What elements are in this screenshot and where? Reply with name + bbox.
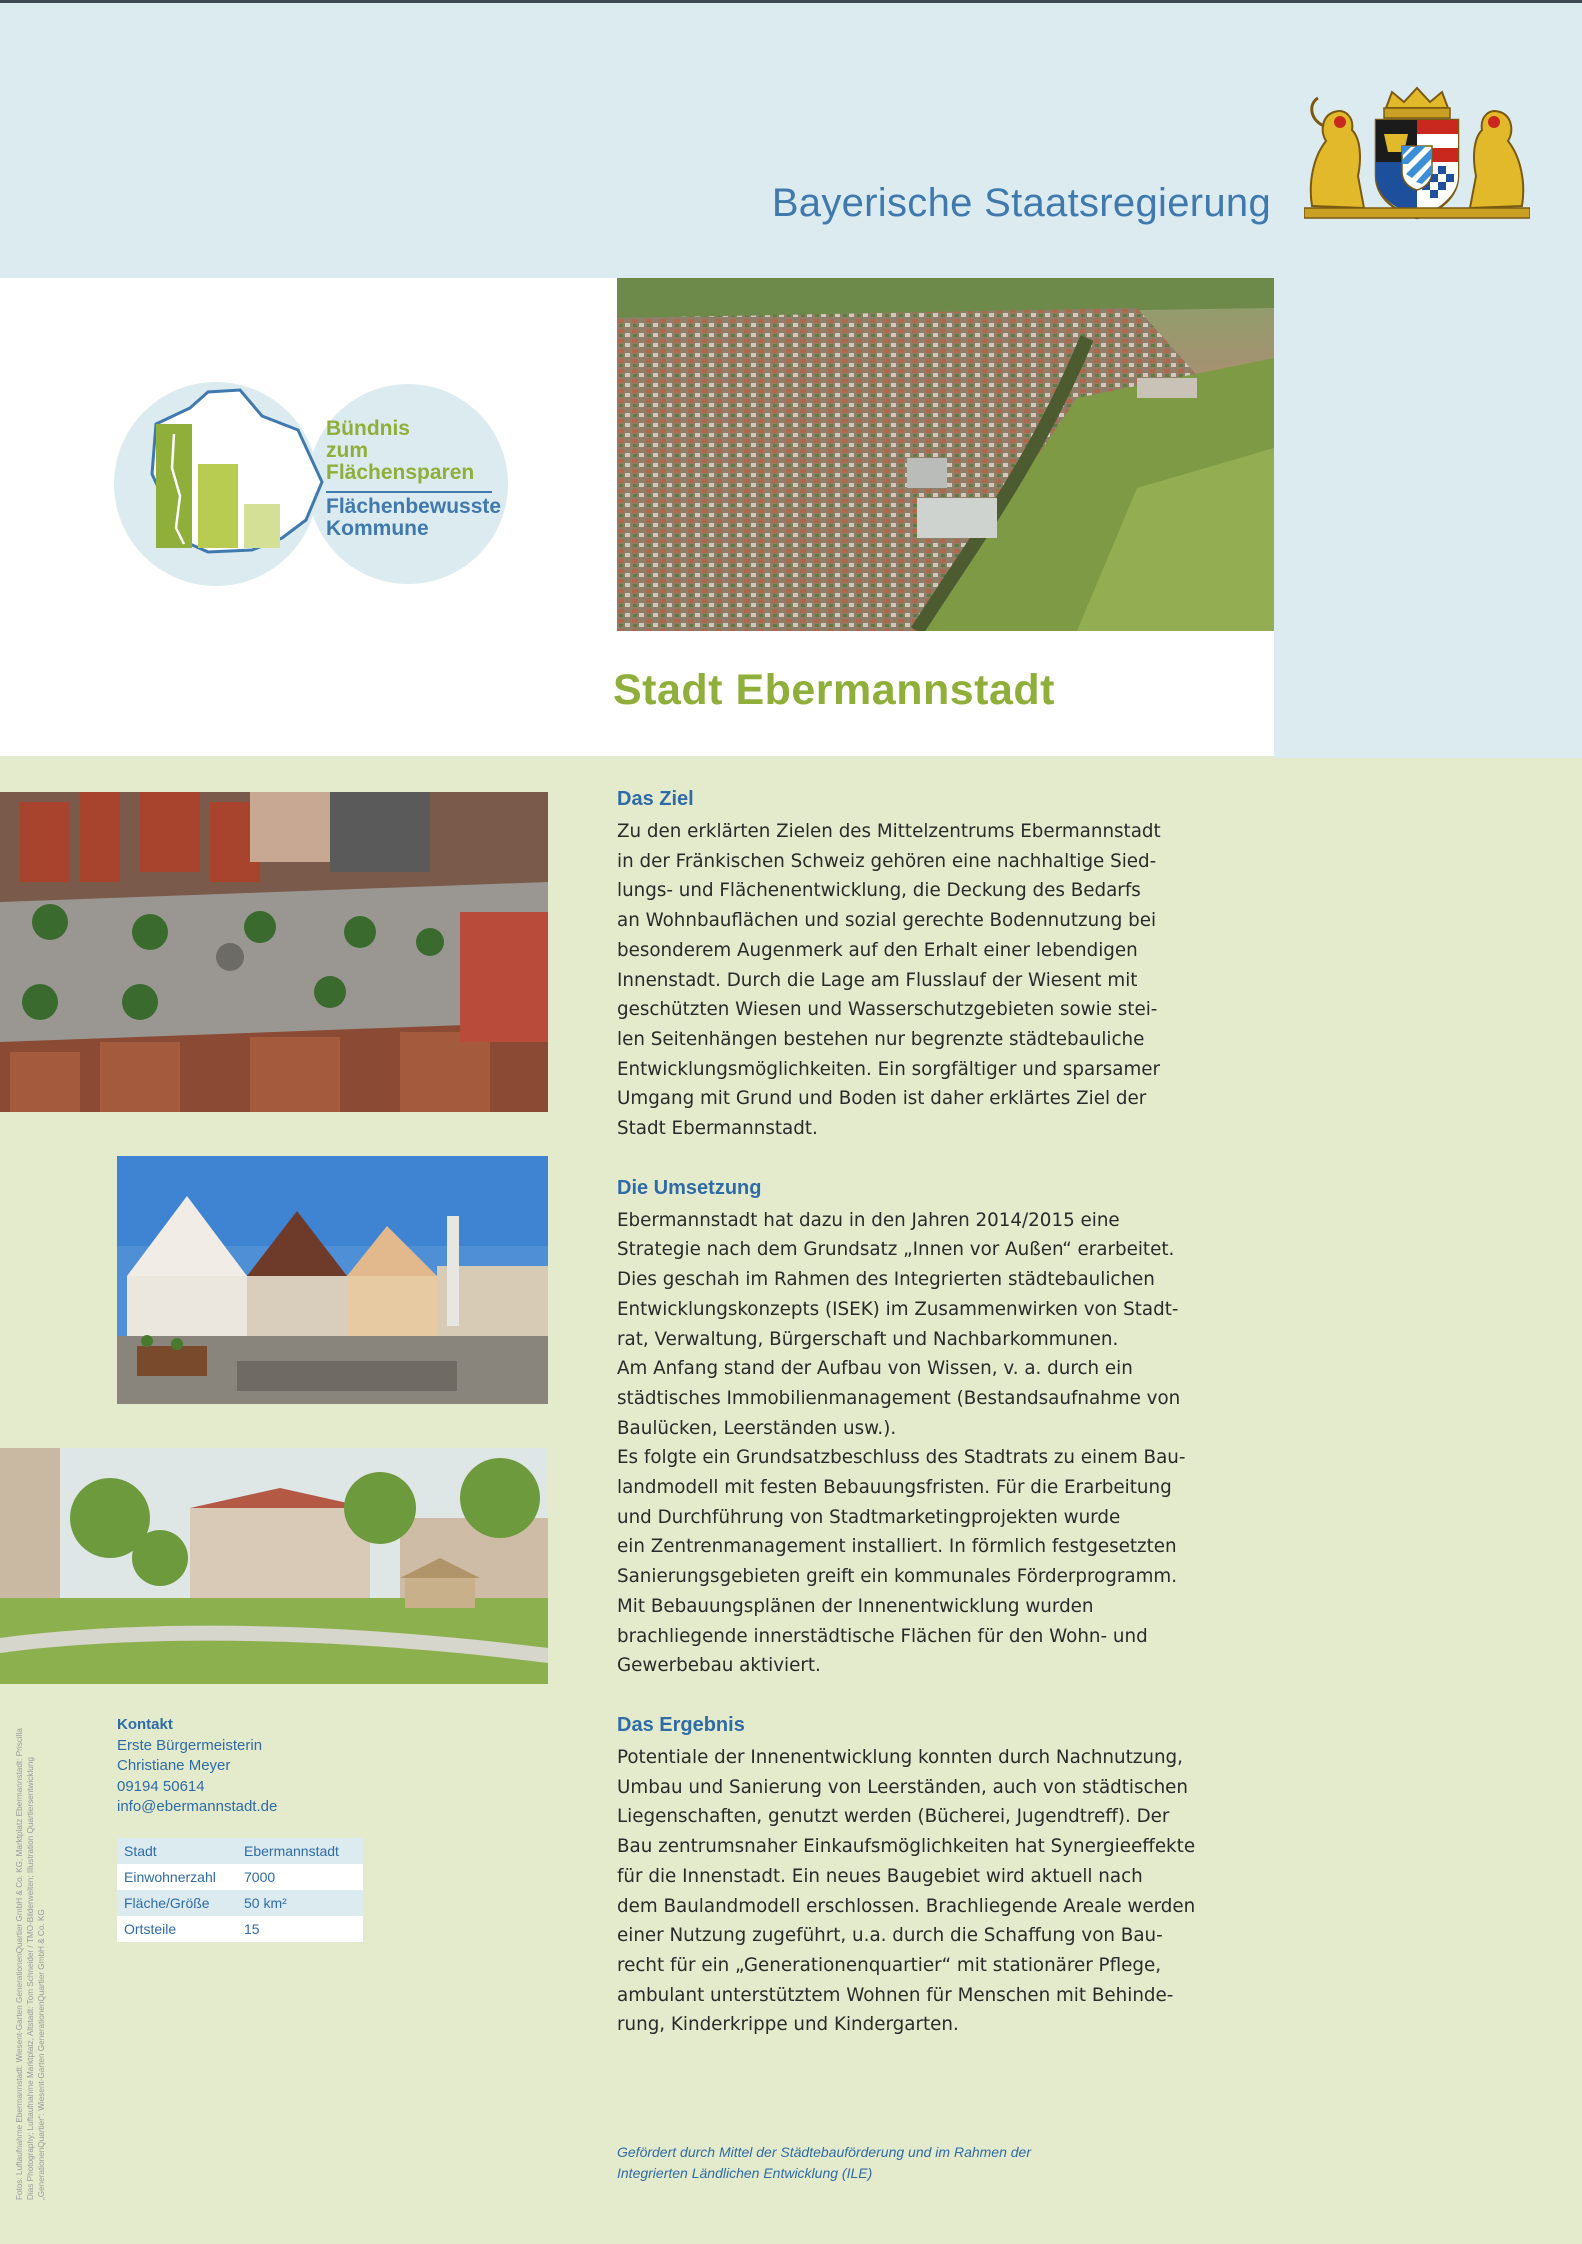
fact-label: Fläche/Größe: [117, 1890, 237, 1916]
text-line: Strategie nach dem Grundsatz „Innen vor Außen“ erarbeitet.: [617, 1239, 1175, 1261]
text-line: Innenstadt. Durch die Lage am Flusslauf der Wiesent mit: [617, 969, 1138, 991]
logo-text-green: [326, 418, 506, 484]
table-row: [117, 1916, 363, 1942]
fact-label: Einwohnerzahl: [117, 1864, 237, 1890]
text-line: Baulücken, Leerständen usw.).: [617, 1417, 897, 1439]
contact-heading: Kontakt: [117, 1716, 173, 1733]
funding-line: Integrierten Ländlichen Entwicklung (ILE): [617, 2165, 873, 2181]
fact-value: 15: [237, 1916, 363, 1942]
text-line: brachliegende innerstädtische Flächen für den Wohn- und: [617, 1625, 1148, 1647]
text-line: rung, Kinderkrippe und Kindergarten.: [617, 2014, 959, 2036]
text-line: Entwicklungsmöglichkeiten. Ein sorgfältiger und sparsamer: [617, 1058, 1161, 1080]
logo-line: Flächenbewusste: [326, 495, 502, 518]
photo-credit: Fotos: Luftaufnahme Ebermannstadt: Wiesent-Garten GenerationenQuartier GmbH & Co. KG; Marktplatz Ebermannstadt: Priscilla Dias Photography; Luftaufnahme Marktplatz, Altstadt: Tom Schneider / TMO-Bilderwelten; Illustration Quartiersentwicklung „GenerationenQuartier“: Wiesent-Garten GenerationenQuartier GmbH & Co. KG: [15, 1728, 46, 2200]
text-line: Potentiale der Innenentwicklung konnten durch Nachnutzung,: [617, 1746, 1183, 1768]
text-line: für die Innenstadt. Ein neues Baugebiet wird aktuell nach: [617, 1865, 1143, 1887]
bavaria-map-bars-icon: [112, 378, 508, 590]
text-line: Sanierungsgebieten greift ein kommunales Förderprogramm.: [617, 1566, 1178, 1588]
section-body: [617, 1206, 1257, 1681]
logo-text-blue: [326, 496, 506, 540]
text-line: Am Anfang stand der Aufbau von Wissen, v. a. durch ein: [617, 1358, 1133, 1380]
text-line: Bau zentrumsnaher Einkaufsmöglichkeiten hat Synergieeffekte: [617, 1836, 1196, 1858]
section-heading: Das Ziel: [617, 788, 694, 810]
section-body: [617, 1743, 1257, 2040]
text-line: geschützten Wiesen und Wasserschutzgebieten sowie stei-: [617, 999, 1158, 1021]
contact-phone: 09194 50614: [117, 1777, 205, 1795]
page-title: Stadt Ebermannstadt: [613, 666, 1055, 714]
government-title: Bayerische Staatsregierung: [771, 181, 1271, 225]
text-line: Ebermannstadt hat dazu in den Jahren 2014/2015 eine: [617, 1209, 1120, 1231]
text-line: städtisches Immobilienmanagement (Bestandsaufnahme von: [617, 1387, 1181, 1409]
text-line: Umbau und Sanierung von Leerständen, auch von städtischen: [617, 1776, 1189, 1798]
text-line: an Wohnbauflächen und sozial gerechte Bodennutzung bei: [617, 910, 1157, 932]
town-square-photo: [117, 1156, 548, 1404]
contact-email[interactable]: info@ebermannstadt.de: [117, 1798, 278, 1815]
section-goal: [617, 785, 1257, 1144]
contact-block: [117, 1715, 367, 1818]
section-body: [617, 817, 1257, 1144]
text-line: Entwicklungskonzepts (ISEK) im Zusammenwirken von Stadt-: [617, 1298, 1179, 1320]
contact-role: Erste Bürgermeisterin: [117, 1736, 263, 1754]
text-line: Zu den erklärten Zielen des Mittelzentrums Ebermannstadt: [617, 821, 1161, 842]
fact-label: Stadt: [117, 1838, 237, 1864]
facts-table: [117, 1838, 363, 1942]
table-row: [117, 1864, 363, 1890]
text-line: und Durchführung von Stadtmarketingprojekten wurde: [617, 1506, 1121, 1528]
article: [617, 785, 1257, 2070]
fact-value: 7000: [237, 1864, 363, 1890]
logo-divider: [326, 491, 492, 493]
funding-note: [617, 2142, 1177, 2184]
aerial-town-photo: [617, 278, 1274, 631]
logo-line: Bündnis: [326, 417, 410, 440]
text-line: in der Fränkischen Schweiz gehören eine nachhaltige Sied-: [617, 850, 1157, 872]
contact-name: Christiane Meyer: [117, 1757, 231, 1774]
text-line: Umgang mit Grund und Boden ist daher erklärtes Ziel der: [617, 1088, 1147, 1110]
section-implementation: [617, 1174, 1257, 1681]
text-line: landmodell mit festen Bebauungsfristen. Für die Erarbeitung: [617, 1477, 1172, 1499]
fact-label: Ortsteile: [117, 1916, 237, 1942]
table-row: [117, 1890, 363, 1916]
right-margin-strip: [1274, 278, 1582, 758]
text-line: Dies geschah im Rahmen des Integrierten städtebaulichen: [617, 1269, 1155, 1291]
text-line: Mit Bebauungsplänen der Innenentwicklung wurden: [617, 1595, 1094, 1617]
section-heading: Die Umsetzung: [617, 1176, 762, 1199]
fact-value: 50 km²: [237, 1890, 363, 1916]
text-line: rat, Verwaltung, Bürgerschaft und Nachbarkommunen.: [617, 1328, 1119, 1350]
text-line: ambulant unterstütztem Wohnen für Menschen mit Behinde-: [617, 1984, 1174, 2006]
table-row: [117, 1838, 363, 1864]
section-result: [617, 1711, 1257, 2040]
text-line: Stadt Ebermannstadt.: [617, 1118, 818, 1140]
text-line: recht für ein „Generationenquartier“ mit stationärer Pflege,: [617, 1954, 1162, 1976]
text-line: Gewerbebau aktiviert.: [617, 1655, 821, 1677]
logo-line: Kommune: [326, 517, 429, 540]
fact-value: Ebermannstadt: [237, 1838, 363, 1864]
section-heading: Das Ergebnis: [617, 1713, 745, 1736]
text-line: ein Zentrenmanagement installiert. In förmlich festgesetzten: [617, 1536, 1177, 1558]
text-line: len Seitenhängen bestehen nur begrenzte städtebauliche: [617, 1028, 1145, 1050]
text-line: dem Baulandmodell erschlossen. Brachliegende Areale werden: [617, 1895, 1196, 1917]
market-square-photo: [0, 792, 548, 1112]
logo-line: zum: [326, 439, 368, 462]
funding-line: Gefördert durch Mittel der Städtebauförderung und im Rahmen der: [617, 2144, 1032, 2160]
text-line: Es folgte ein Grundsatzbeschluss des Stadtrats zu einem Bau-: [617, 1447, 1186, 1469]
coat-of-arms-icon: [1304, 86, 1530, 224]
text-line: lungs- und Flächenentwicklung, die Deckung des Bedarfs: [617, 880, 1141, 902]
text-line: einer Nutzung zugeführt, u.a. durch die Schaffung von Bau-: [617, 1925, 1163, 1947]
text-line: Liegenschaften, genutzt werden (Bücherei, Jugendtreff). Der: [617, 1806, 1170, 1828]
logo-line: Flächensparen: [326, 461, 475, 484]
generation-quarter-illustration: [0, 1448, 548, 1684]
text-line: besonderem Augenmerk auf den Erhalt einer lebendigen: [617, 939, 1138, 961]
